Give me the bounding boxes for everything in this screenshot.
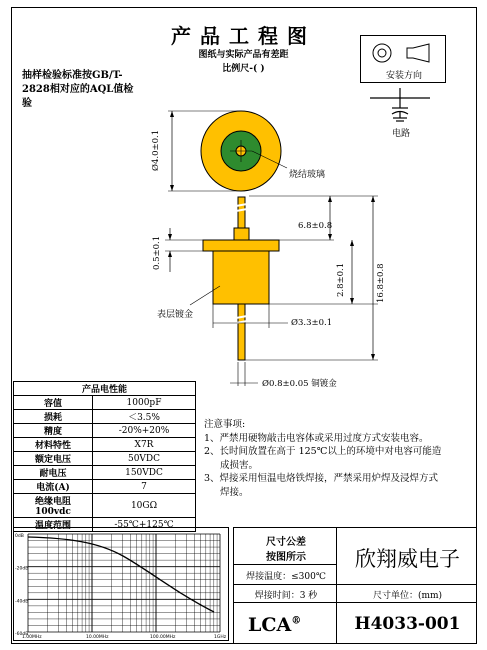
y-tick-label: -60dB [15, 632, 29, 637]
tolerance-label: 尺寸公差 [266, 537, 306, 548]
table-row: 绝缘电阻 100vdc 10GΩ [14, 494, 196, 518]
copper-label: Ø0.8±0.05 铜镀金 [262, 379, 337, 389]
graph-svg [14, 528, 228, 640]
table-row: 损耗 ＜3.5% [14, 410, 196, 424]
table-row: 额定电压 50VDC [14, 452, 196, 466]
loss-curve [28, 537, 214, 612]
y-tick-label: -40dB [15, 599, 29, 605]
mount-label: 安装方向 [385, 71, 422, 81]
table-row: 容值 1000pF [14, 396, 196, 410]
dim-3-3: Ø3.3±0.1 [291, 318, 333, 328]
note-line: 3、焊接采用恒温电烙铁焊接，严禁采用炉焊及浸焊方式 [204, 473, 439, 484]
frequency-graph [13, 527, 229, 641]
note-line: 焊接。 [220, 486, 249, 498]
glass-label: 烧结玻璃 [289, 170, 326, 180]
weld-time: 焊接时间：3 秒 [254, 591, 318, 601]
properties-title: 产品电性能 [14, 382, 196, 396]
note-line: 成损害。 [220, 459, 259, 471]
standard-note: 抽样检验标准按GB/T-2828相对应的AQL值检验 [22, 70, 134, 109]
table-row: 耐电压 150VDC [14, 466, 196, 480]
scale-label: 比例尺-( ) [222, 64, 265, 74]
notes-heading: 注意事项: [204, 419, 246, 430]
tolerance-value: 按图所示 [266, 552, 306, 563]
dim-16-8: 16.8±0.8 [376, 263, 386, 303]
properties-table [13, 381, 196, 532]
circuit-label: 电路 [392, 129, 411, 139]
dim-dia-top: Ø4.0±0.1 [151, 129, 161, 171]
table-row: 温度范围 -55℃+125℃ [14, 518, 196, 532]
part-number: H4033-001 [354, 614, 461, 634]
dim-0-5: 0.5±0.1 [152, 235, 162, 270]
notes [204, 418, 459, 499]
brand-logo: LCA® [248, 614, 302, 636]
y-tick-label: -20dB [15, 566, 29, 572]
table-row: 精度 -20%+20% [14, 424, 196, 438]
dim-6-8: 6.8±0.8 [298, 221, 333, 231]
note-line: 2、长时间放置在高于 125℃以上的环境中对电容可能造 [204, 446, 442, 457]
plating-label: 表层镀金 [157, 310, 194, 320]
subtitle: 图纸与实际产品有差距 [198, 50, 289, 60]
table-row: 材料特性 X7R [14, 438, 196, 452]
note-line: 1、严禁用硬物敲击电容体或采用过度方式安装电容。 [204, 432, 429, 444]
title-block [233, 527, 477, 644]
dim-2-8: 2.8±0.1 [336, 262, 346, 297]
unit-label: 尺寸单位：(mm) [372, 591, 443, 601]
x-tick-label: 10.00MHz [86, 635, 109, 640]
weld-temp: 焊接温度：≤300℃ [246, 572, 326, 582]
x-tick-label: 1GHz [214, 635, 227, 640]
company-name: 欣翔威电子 [355, 547, 460, 571]
x-tick-label: 100.00MHz [150, 635, 176, 640]
y-tick-label: 0dB [15, 534, 24, 539]
table-row: 电流(A) 7 [14, 480, 196, 494]
x-tick-label: 1.00MHz [22, 635, 42, 640]
page-title: 产品工程图 [171, 24, 316, 48]
